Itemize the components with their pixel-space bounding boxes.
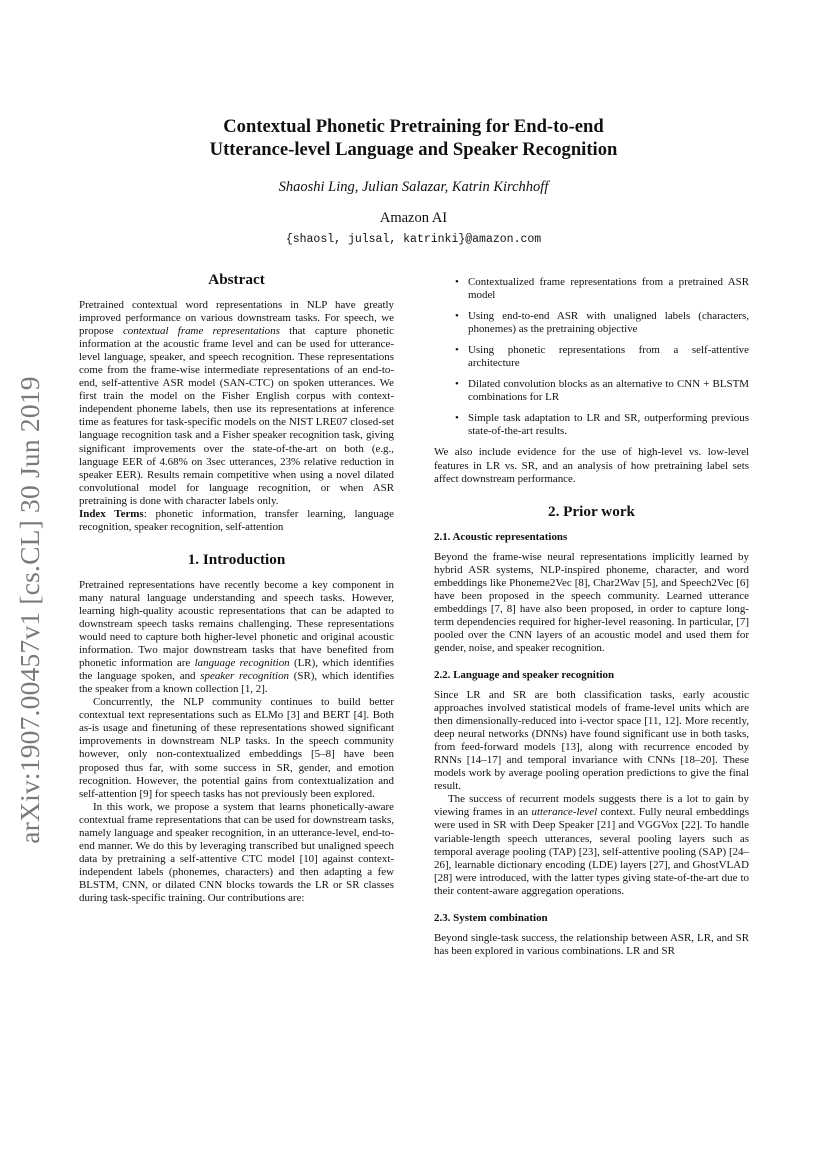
title-line-1: Contextual Phonetic Pretraining for End-to-end [223, 116, 604, 137]
abstract-emphasis: contextual frame representations [122, 325, 280, 338]
email: {shaosl, julsal, katrinki}@amazon.com [285, 233, 542, 246]
introduction-heading: 1. Introduction [187, 550, 286, 568]
s22-p2-emphasis: utterance-level [531, 806, 598, 819]
authors: Shaoshi Ling, Julian Salazar, Katrin Kirchhoff [278, 179, 549, 195]
bullet-icon: • [455, 310, 459, 323]
prior-work-heading: 2. Prior work [547, 502, 636, 520]
s22-p2-part-2: context. Fully neural embeddings were used in SR with Deep Speaker [21] and VGGVox [22]. To handle variable-length speech utterances, several pooling layers such as temporal average pooling (TAP) [23], self-attentive pooling (SAP) [24–26], learnable dictionary encoding (LDE) layers [27], and GhostVLAD [28] were introduced, with the latter types giving state-of-the-art due to their content-aware aggregation operations. [434, 806, 749, 897]
contribution-text: Contextualized frame representations from a pretrained ASR model [468, 276, 749, 302]
bullet-icon: • [455, 378, 459, 391]
section-2-1-paragraph: Beyond the frame-wise neural representations implicitly learned by hybrid ASR systems, NLP-inspired phoneme, character, and word embeddings like Phoneme2Vec [8], Char2Wav [5], and Speech2Vec [6] have been proposed in the speech community. Learned utterance embeddings [7, 8] have also been proposed, in order to capture long-term dependencies required for higher-level reasoning. In particular, [7] pooled over the CNN layers of an acoustic model and used them for gender, noise, and speaker recognition. [434, 550, 749, 654]
section-2-1-heading: 2.1. Acoustic representations [434, 530, 568, 543]
section-2-2-heading: 2.2. Language and speaker recognition [434, 668, 615, 681]
intro-p1-em-lr: language recognition [194, 657, 290, 670]
contribution-item [434, 412, 749, 438]
contribution-item [434, 344, 749, 370]
contribution-text: Simple task adaptation to LR and SR, outperforming previous state-of-the-art results. [468, 412, 749, 438]
contribution-item [434, 378, 749, 404]
arxiv-identifier: arXiv:1907.00457v1 [cs.CL] 30 Jun 2019 [14, 376, 45, 844]
contribution-text: Using end-to-end ASR with unaligned labels (characters, phonemes) as the pretraining objective [468, 310, 749, 336]
bullet-icon: • [455, 412, 459, 425]
contribution-text: Using phonetic representations from a self-attentive architecture [468, 344, 749, 370]
abstract-text [79, 299, 394, 508]
paper-title [100, 115, 727, 161]
right-column [434, 276, 749, 958]
intro-paragraph-3: In this work, we propose a system that learns phonetically-aware contextual frame representations that can be used for downstream tasks, namely language and speaker recognition, in an utterance-level, end-to-end manner. We do this by leveraging transcribed but unaligned speech data by pretraining a self-attentive CTC model [10] against context-independent labels (phonemes, characters) and then adapting a few BLSTM, CNN, or dilated CNN blocks towards the LR or SR classes during task-specific training. Our contributions are: [79, 800, 394, 904]
affiliation: Amazon AI [379, 210, 448, 226]
intro-paragraph-2: Concurrently, the NLP community continues to build better contextual text representations such as ELMo [3] and BERT [4]. Both as-is usage and finetuning of these representations showed significant improvements in downstream NLP tasks. In the speech community however, only non-contextualized embeddings [5–8] have been proposed thus far, with some success in SR, gender, and emotion recognition. However, the potential gains from contextualization and self-attention [9] for speech tasks has not previously been explored. [79, 696, 394, 800]
abstract-text-part-1: Pretrained contextual word representations in NLP have greatly improved performance on various downstream tasks. For speech, we propose [79, 299, 394, 338]
index-terms-list: : phonetic information, transfer learning, language recognition, speaker recognition, self-attention [79, 507, 394, 533]
section-2-2-paragraph-1: Since LR and SR are both classification tasks, early acoustic approaches involved statistical models of frame-level units which are then dimensionally-reduced into i-vector space [11, 12]. More recently, deep neural networks (DNNs) have found significant use in both tasks, from feed-forward models [13], along with recurrence encoded by RNNs [14–17] and temporal invariance with CNNs [18–20]. These models work by average pooling operation predictions to give the final result. [434, 688, 749, 793]
contribution-item [434, 310, 749, 336]
abstract-text-part-2: that capture phonetic information at the acoustic frame level and can be used for utterance-level language, speaker, and speech recognition. These representations come from the frame-wise intermediate representations of an end-to-end, self-attentive ASR model (SAN-CTC) on spoken utterances. We first train the model on the Fisher English corpus with context-independent phoneme labels, then use its representations at inference time as features for task-specific models on the NIST LRE07 closed-set language recognition task and a Fisher speaker recognition task, giving significant improvements over the state-of-the-art on both (e.g., language EER of 4.68% on 3sec utterances, 23% relative reduction in speaker EER). Results remain competitive when using a novel dilated convolutional model for language recognition, or when ASR pretraining is done with character labels only. [79, 325, 395, 507]
intro-p1-em-sr: speaker recognition [200, 670, 290, 683]
contribution-item [434, 276, 749, 302]
contributions-followup: We also include evidence for the use of high-level vs. low-level features in LR vs. SR, and an analysis of how pretraining label sets affect downstream performance. [434, 446, 749, 485]
arxiv-stamp [0, 370, 60, 850]
intro-p1-part-1: Pretrained representations have recently become a key component in many natural language understanding and speech tasks. However, learning high-quality acoustic representations that can be adapted to downstream speech tasks remains challenging. These representations would need to capture both higher-level phonetic and original acoustic information. Two major downstream tasks that have benefited from phonetic information are [79, 578, 394, 670]
intro-paragraph-1 [79, 579, 394, 696]
intro-p1-part-2: (LR), which identifies the language spoken, and [79, 657, 394, 683]
section-2-3-paragraph: Beyond single-task success, the relationship between ASR, LR, and SR has been explored in various combinations. LR and SR [434, 931, 749, 957]
s22-p2-part-1: The success of recurrent models suggests there is a lot to gain by viewing frames in an [434, 793, 749, 819]
index-terms-label: Index Terms [79, 507, 144, 520]
section-2-2-paragraph-2 [434, 793, 749, 897]
left-column [79, 271, 394, 905]
contributions-list [434, 276, 749, 438]
bullet-icon: • [455, 344, 459, 357]
section-2-3-heading: 2.3. System combination [434, 911, 548, 924]
abstract-heading: Abstract [208, 271, 265, 288]
index-terms [79, 508, 394, 534]
bullet-icon: • [455, 276, 459, 288]
contribution-text: Dilated convolution blocks as an alternative to CNN + BLSTM combinations for LR [468, 378, 749, 404]
intro-p1-part-3: (SR), which identifies the speaker from a known collection [1, 2]. [79, 670, 395, 696]
title-line-2: Utterance-level Language and Speaker Recognition [209, 139, 618, 160]
